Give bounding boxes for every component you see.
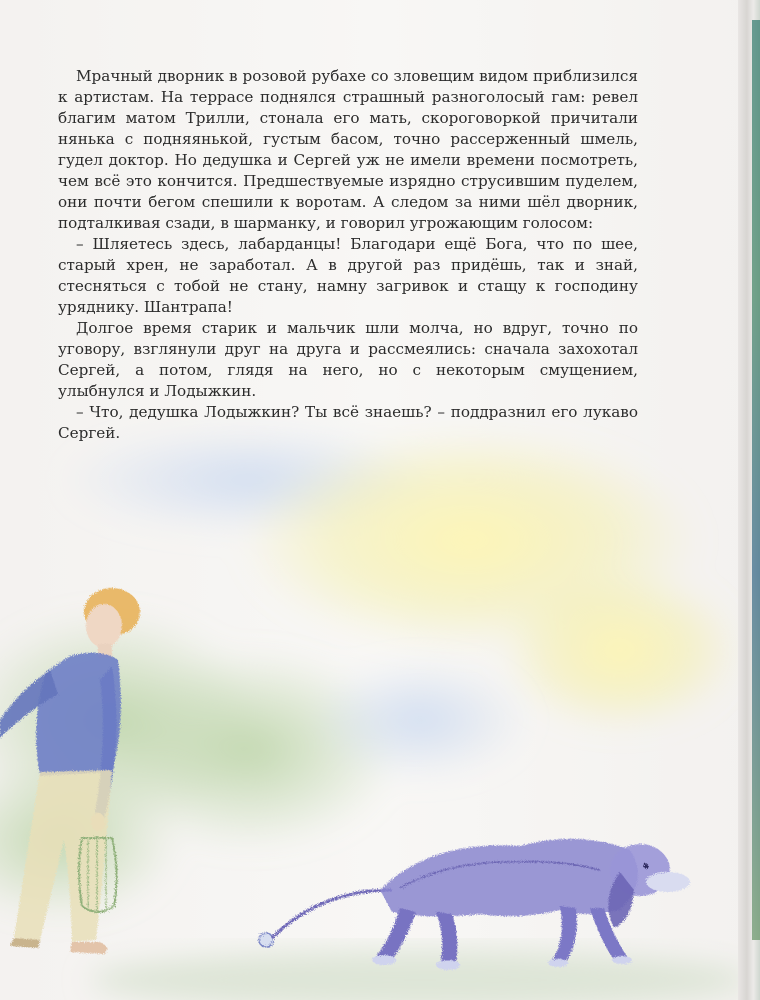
paragraph-4: – Что, дедушка Лодыжкин? Ты всё знаешь? – поддразнил его лукаво Сергей. bbox=[58, 403, 638, 442]
paragraph-3: Долгое время старик и мальчик шли молча, но вдруг, точно по уговору, взглянули друг на друга и рассмеялись: сначала захохотал Сергей, а потом, глядя на него, но с некоторым смущением, улыбнулся и Лодыжкин. bbox=[58, 319, 638, 400]
next-page-edge bbox=[752, 20, 760, 940]
paragraph-2: – Шляетесь здесь, лабарданцы! Благодари ещё Бога, что по шее, старый хрен, не заработал. А в другой раз придёшь, так и знай, стесняться с тобой не стану, намну загривок и стащу к господину уряднику. Шантрапа! bbox=[58, 235, 638, 316]
story-text bbox=[58, 66, 638, 444]
paragraph-1: Мрачный дворник в розовой рубахе со зловещим видом приблизился к артистам. На террасе поднялся страшный разноголосый гам: ревел благим матом Трилли, стонала его мать, скороговоркой причитали нянька с подняянькой, густым басом, точно рассерженный шмель, гудел доктор. Но дедушка и Сергей уж не имели времени посмотреть, чем всё это кончится. Предшествуемые изрядно струсившим пуделем, они почти бегом спешили к воротам. А следом за ними шёл дворник, подталкивая сзади, в шарманку, и говорил угрожающим голосом: bbox=[58, 67, 638, 232]
ground bbox=[90, 950, 738, 1000]
poodle-figure bbox=[259, 839, 690, 970]
pencil-illustration bbox=[0, 420, 738, 1000]
